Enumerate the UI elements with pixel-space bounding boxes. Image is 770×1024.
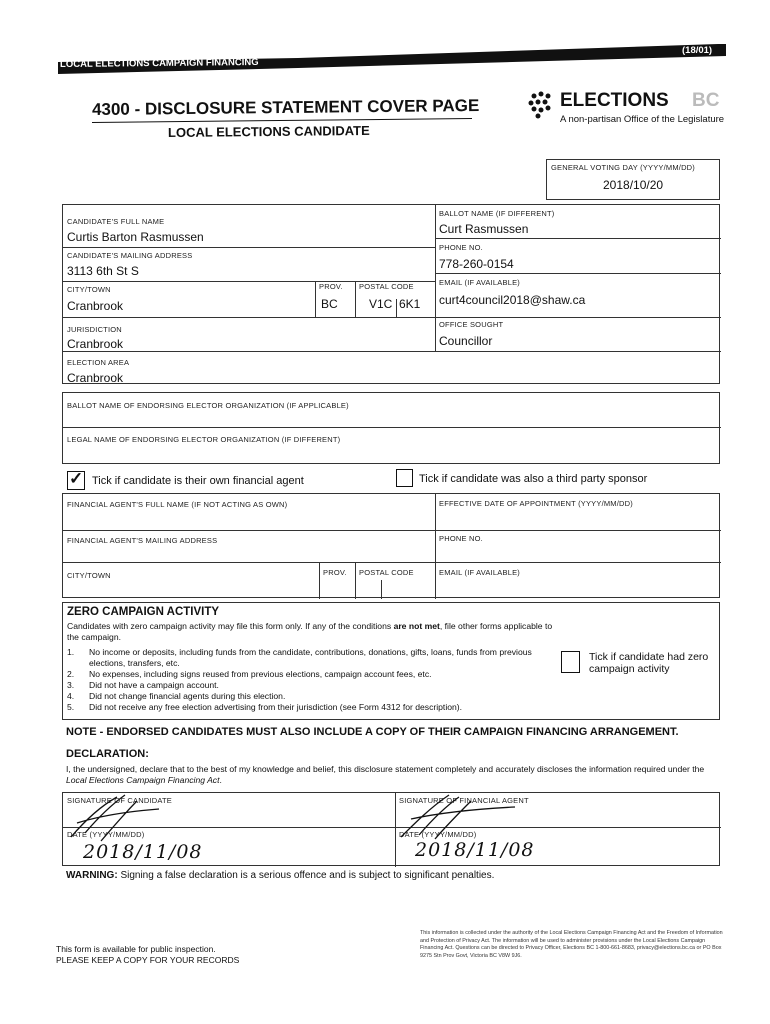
zero-heading: ZERO CAMPAIGN ACTIVITY bbox=[67, 606, 220, 618]
agent-city-label: CITY/TOWN bbox=[67, 571, 111, 580]
zero-activity-block bbox=[62, 602, 720, 720]
item-text: Did not have a campaign account. bbox=[89, 680, 219, 690]
agent-prov-label: PROV. bbox=[323, 568, 347, 577]
checkmark-icon: ✓ bbox=[69, 469, 84, 488]
jurisdiction-value: Cranbrook bbox=[67, 337, 124, 351]
item-number: 2. bbox=[67, 669, 75, 679]
agent-email-label: EMAIL (IF AVAILABLE) bbox=[439, 568, 520, 577]
item-text: No income or deposits, including funds from the candidate, contributions, donations, gifts, loans, funds from previous elections, transfers, etc. bbox=[89, 647, 532, 668]
date-right-label: DATE (YYYY/MM/DD) bbox=[399, 830, 477, 839]
row-divider bbox=[63, 562, 721, 563]
item-number: 3. bbox=[67, 680, 75, 690]
item-text: Did not change financial agents during this election. bbox=[89, 691, 286, 701]
footer-public-inspection: This form is available for public inspection. bbox=[56, 944, 216, 954]
list-item bbox=[67, 702, 553, 713]
third-party-label: Tick if candidate was also a third party sponsor bbox=[419, 473, 648, 485]
row-divider bbox=[435, 273, 721, 274]
date-left-value: 2018/11/08 bbox=[83, 841, 203, 863]
agent-date-label: EFFECTIVE DATE OF APPOINTMENT (YYYY/MM/DD) bbox=[439, 499, 633, 508]
col-divider bbox=[396, 299, 397, 317]
voting-day-label: GENERAL VOTING DAY (YYYY/MM/DD) bbox=[551, 163, 695, 172]
phone-value: 778-260-0154 bbox=[439, 257, 514, 271]
warning-label: WARNING: bbox=[66, 870, 118, 881]
item-number: 5. bbox=[67, 702, 75, 712]
email-label: EMAIL (IF AVAILABLE) bbox=[439, 278, 520, 287]
mailing-value: 3113 6th St S bbox=[67, 264, 139, 278]
declaration-act-name: Local Elections Campaign Financing Act bbox=[66, 775, 220, 785]
endorsing-block bbox=[62, 392, 720, 464]
jurisdiction-label: JURISDICTION bbox=[67, 325, 122, 334]
footer-privacy-notice: This information is collected under the authority of the Local Elections Campaign Financing Act and the Freedom of Information and Protection of Privacy Act. The information will be used to administer provisions under the Local Elections Campaign Financing Act. Questions can be directed to Privacy Officer, Elections BC 1-800-661-8683, privacy@elections.bc.ca or PO Box 9275 Stn Prov Govt, Victoria BC V8W 9J6. bbox=[420, 930, 723, 959]
list-item bbox=[67, 669, 553, 680]
agent-block bbox=[62, 493, 720, 598]
own-agent-label: Tick if candidate is their own financial agent bbox=[92, 475, 304, 487]
row-divider bbox=[63, 351, 721, 352]
full-name-label: CANDIDATE'S FULL NAME bbox=[67, 217, 165, 226]
col-divider bbox=[315, 281, 316, 317]
top-bar-title: LOCAL ELECTIONS CAMPAIGN FINANCING bbox=[59, 56, 259, 71]
elections-bc-logo bbox=[526, 88, 726, 128]
agent-name-label: FINANCIAL AGENT'S FULL NAME (IF NOT ACTING AS OWN) bbox=[67, 500, 288, 509]
row-divider bbox=[63, 317, 721, 318]
form-title: 4300 - DISCLOSURE STATEMENT COVER PAGE bbox=[91, 95, 480, 120]
agent-mailing-label: FINANCIAL AGENT'S MAILING ADDRESS bbox=[67, 536, 218, 545]
postal-value-a: V1C bbox=[369, 297, 393, 311]
declaration-text bbox=[66, 764, 718, 786]
zero-intro-b: are not met bbox=[393, 621, 440, 631]
date-right-value: 2018/11/08 bbox=[415, 839, 535, 861]
logo-bc: BC bbox=[692, 90, 720, 111]
prov-value: BC bbox=[321, 297, 338, 311]
zero-activity-checkbox[interactable] bbox=[561, 651, 580, 673]
logo-mark-icon bbox=[526, 88, 562, 124]
item-number: 1. bbox=[67, 647, 75, 657]
declaration-text-a: I, the undersigned, declare that to the best of my knowledge and belief, this disclosure statement completely and accurately discloses the information required under the bbox=[66, 764, 705, 774]
candidate-divider bbox=[435, 205, 436, 351]
zero-intro bbox=[67, 621, 553, 643]
row-divider bbox=[63, 427, 721, 428]
date-left-label: DATE (YYYY/MM/DD) bbox=[67, 830, 145, 839]
third-party-checkbox[interactable] bbox=[396, 469, 413, 487]
declaration-text-b: . bbox=[219, 775, 222, 785]
agent-postal-label: POSTAL CODE bbox=[359, 568, 414, 577]
item-text: No expenses, including signs reused from previous elections, campaign account fees, etc. bbox=[89, 669, 432, 679]
office-value: Councillor bbox=[439, 334, 493, 348]
row-divider bbox=[63, 530, 721, 531]
top-bar bbox=[58, 44, 726, 71]
item-text: Did not receive any free election advertising from their jurisdiction (see Form 4312 for description). bbox=[89, 702, 463, 712]
item-number: 4. bbox=[67, 691, 75, 701]
zero-tick-label: Tick if candidate had zero campaign activity bbox=[589, 651, 709, 675]
list-item bbox=[67, 647, 553, 669]
footer-keep-copy: PLEASE KEEP A COPY FOR YOUR RECORDS bbox=[56, 955, 240, 965]
office-label: OFFICE SOUGHT bbox=[439, 320, 504, 329]
col-divider bbox=[355, 281, 356, 317]
declaration-heading: DECLARATION: bbox=[66, 748, 149, 760]
form-subtitle: LOCAL ELECTIONS CANDIDATE bbox=[167, 122, 370, 141]
note-text: NOTE - ENDORSED CANDIDATES MUST ALSO INCLUDE A COPY OF THEIR CAMPAIGN FINANCING ARRANGEMENT. bbox=[66, 726, 679, 738]
email-value: curt4council2018@shaw.ca bbox=[439, 293, 586, 307]
zero-conditions-list bbox=[67, 647, 553, 713]
form-version: (18/01) bbox=[682, 45, 713, 56]
list-item bbox=[67, 680, 553, 691]
signature-block bbox=[62, 792, 720, 866]
endorsing-ballot-label: BALLOT NAME OF ENDORSING ELECTOR ORGANIZATION (IF APPLICABLE) bbox=[67, 401, 349, 410]
candidate-block bbox=[62, 204, 720, 384]
area-value: Cranbrook bbox=[67, 371, 124, 385]
own-agent-checkbox[interactable] bbox=[67, 471, 85, 490]
prov-label: PROV. bbox=[319, 282, 343, 291]
ballot-name-value: Curt Rasmussen bbox=[439, 222, 529, 236]
postal-value-b: 6K1 bbox=[399, 297, 421, 311]
zero-intro-c: , file other forms applicable to the campaign. bbox=[67, 621, 553, 642]
voting-day-box bbox=[546, 159, 720, 200]
full-name-value: Curtis Barton Rasmussen bbox=[67, 230, 204, 244]
city-label: CITY/TOWN bbox=[67, 285, 111, 294]
postal-label: POSTAL CODE bbox=[359, 282, 414, 291]
voting-day-value: 2018/10/20 bbox=[603, 178, 664, 192]
mailing-label: CANDIDATE'S MAILING ADDRESS bbox=[67, 251, 193, 260]
logo-tagline: A non-partisan Office of the Legislature bbox=[560, 114, 725, 125]
zero-intro-a: Candidates with zero campaign activity may file this form only. If any of the conditions bbox=[67, 621, 394, 631]
area-label: ELECTION AREA bbox=[67, 358, 130, 367]
warning-text bbox=[66, 870, 494, 881]
logo-word: ELECTIONS bbox=[560, 90, 669, 111]
list-item bbox=[67, 691, 553, 702]
warning-body: Signing a false declaration is a serious offence and is subject to significant penalties. bbox=[117, 870, 495, 881]
sig-candidate-label: SIGNATURE OF CANDIDATE bbox=[67, 796, 172, 805]
agent-divider bbox=[435, 494, 436, 599]
col-divider bbox=[355, 562, 356, 599]
col-divider bbox=[319, 562, 320, 599]
endorsing-legal-label: LEGAL NAME OF ENDORSING ELECTOR ORGANIZATION (IF DIFFERENT) bbox=[67, 435, 341, 444]
col-divider bbox=[381, 580, 382, 599]
row-divider bbox=[435, 238, 721, 239]
row-divider bbox=[63, 247, 435, 248]
city-value: Cranbrook bbox=[67, 299, 124, 313]
sig-agent-label: SIGNATURE OF FINANCIAL AGENT bbox=[399, 796, 529, 805]
footer-left bbox=[56, 944, 239, 966]
phone-label: PHONE NO. bbox=[439, 243, 483, 252]
ballot-name-label: BALLOT NAME (IF DIFFERENT) bbox=[439, 209, 555, 218]
agent-phone-label: PHONE NO. bbox=[439, 534, 483, 543]
